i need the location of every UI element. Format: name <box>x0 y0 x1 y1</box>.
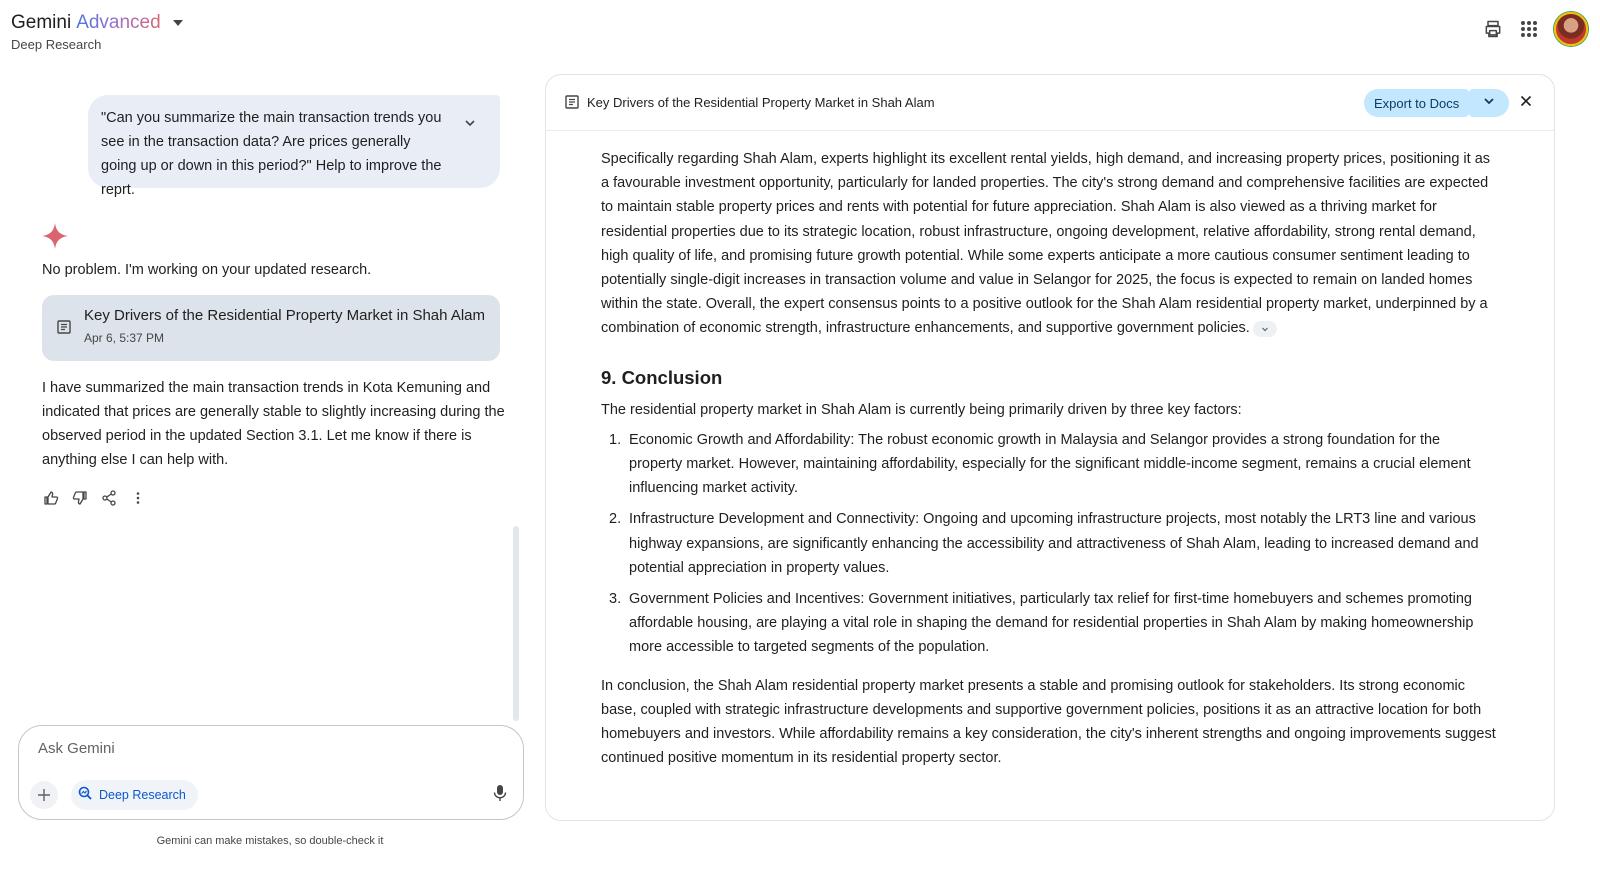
document-icon <box>565 95 579 114</box>
thumbs-up-icon[interactable] <box>42 489 60 507</box>
avatar[interactable] <box>1554 12 1588 46</box>
list-item <box>601 587 1496 660</box>
section-heading: 9. Conclusion <box>601 366 723 388</box>
list-number: 2. <box>609 511 622 528</box>
factor-text: Government initiatives, particularly tax relief for first-time homebuyers and schemes promoting affordable housing, are playing a vital role in shaping the demand for residential properties in Shah Alam by making homeownership more accessible to targeted segments of the population. <box>629 591 1474 656</box>
more-vert-icon[interactable] <box>129 489 147 507</box>
chevron-down-icon[interactable] <box>464 113 476 137</box>
deep-research-icon <box>77 785 93 806</box>
chat-panel <box>0 60 540 877</box>
intro-paragraph <box>601 147 1496 341</box>
factor-title: Economic Growth and Affordability: <box>629 431 855 448</box>
document-title: Key Drivers of the Residential Property Market in Shah Alam <box>587 95 935 110</box>
thumbs-down-icon[interactable] <box>71 489 89 507</box>
apps-grid-icon[interactable] <box>1518 18 1540 40</box>
document-panel <box>545 74 1555 821</box>
list-item <box>601 507 1496 580</box>
model-switcher[interactable] <box>11 12 183 34</box>
header-actions <box>1482 12 1588 46</box>
list-number: 3. <box>609 591 622 608</box>
response-actions <box>42 489 147 507</box>
share-icon[interactable] <box>100 489 118 507</box>
deep-research-chip-label: Deep Research <box>99 788 186 802</box>
closing-paragraph: In conclusion, the Shah Alam residential property market presents a stable and promising outlook for stakeholders. Its strong economic base, coupled with strategic infrastructure developments and supportive government policies, positions it as an attractive location for both homebuyers and investors. While affordability remains a key consideration, the city's inherent strengths and ongoing improvements suggest continued positive momentum in its residential property sector. <box>601 677 1496 767</box>
response-intro: No problem. I'm working on your updated research. <box>42 262 372 278</box>
brand-name: Gemini <box>11 12 72 33</box>
prompt-box <box>18 725 524 820</box>
factor-title: Infrastructure Development and Connectivity: <box>629 511 920 528</box>
prompt-input[interactable] <box>36 739 456 758</box>
microphone-icon[interactable] <box>493 784 507 807</box>
section-lead: The residential property market in Shah Alam is currently being primarily driven by three key factors: <box>601 401 1242 418</box>
citation-chevron-icon[interactable] <box>1253 321 1277 337</box>
export-to-docs-button[interactable]: Export to Docs <box>1364 89 1469 117</box>
document-icon <box>57 320 71 339</box>
research-doc-card[interactable] <box>42 295 500 361</box>
chevron-down-icon[interactable] <box>173 20 183 26</box>
user-message-text: "Can you summarize the main transaction trends you see in the transaction data? Are prices generally going up or down in this period?" Help to improve the reprt. <box>101 110 442 198</box>
brand-tier: Advanced <box>76 12 161 33</box>
gemini-spark-icon <box>42 223 68 254</box>
deep-research-chip[interactable] <box>71 780 198 810</box>
document-header <box>546 75 1554 131</box>
chat-scrollbar[interactable] <box>513 526 519 721</box>
factor-text: The robust economic growth in Malaysia and Selangor provides a strong foundation for the property market. However, maintaining affordability, especially for the significant middle-income segment, remains a crucial element influencing market activity. <box>629 431 1471 497</box>
list-item <box>601 428 1496 501</box>
factor-title: Government Policies and Incentives: <box>629 591 865 608</box>
user-message <box>88 95 500 198</box>
document-body <box>601 147 1496 770</box>
export-options-button[interactable] <box>1469 89 1509 117</box>
add-icon[interactable] <box>30 781 58 809</box>
chevron-down-icon <box>1483 94 1495 112</box>
close-icon[interactable] <box>1519 94 1533 113</box>
response-summary: I have summarized the main transaction trends in Kota Kemuning and indicated that prices are generally stable to slightly increasing during the observed period in the updated Section 3.1. Let me know if there is anything else I can help with. <box>42 380 505 468</box>
intro-paragraph-text: Specifically regarding Shah Alam, experts highlight its excellent rental yields, high demand, and increasing property prices, positioning it as a favourable investment opportunity, particularly for landed properties. The city's strong demand and comprehensive facilities are expected to maintain stable property prices and rents with potential for future appreciation. Shah Alam is also viewed as a thriving market for residential properties due to its strategic location, robust infrastructure, ongoing development, relative affordability, strong rental demand, high quality of life, and promising future growth potential. While some experts anticipate a more cautious consumer sentiment leading to potentially single-digit increases in transaction volume and value in Selangor for 2025, the focus is expected to remain on landed homes within the state. Overall, the expert consensus points to a positive outlook for the Shah Alam residential property market, underpinned by a combination of economic strength, infrastructure enhancements, and supportive government policies. <box>601 151 1491 337</box>
factor-list <box>601 428 1496 660</box>
top-bar <box>0 0 1600 60</box>
mode-label: Deep Research <box>11 37 102 52</box>
list-number: 1. <box>609 431 622 448</box>
printer-icon[interactable] <box>1482 18 1504 40</box>
disclaimer: Gemini can make mistakes, so double-check it <box>156 835 384 847</box>
factor-text: Ongoing and upcoming infrastructure projects, most notably the LRT3 line and various highway expansions, are significantly enhancing the accessibility and attractiveness of Shah Alam, leading to increased demand and potential appreciation in property values. <box>629 511 1479 576</box>
doc-card-title: Key Drivers of the Residential Property Market in Shah Alam <box>84 307 486 324</box>
doc-card-date: Apr 6, 5:37 PM <box>84 331 165 345</box>
